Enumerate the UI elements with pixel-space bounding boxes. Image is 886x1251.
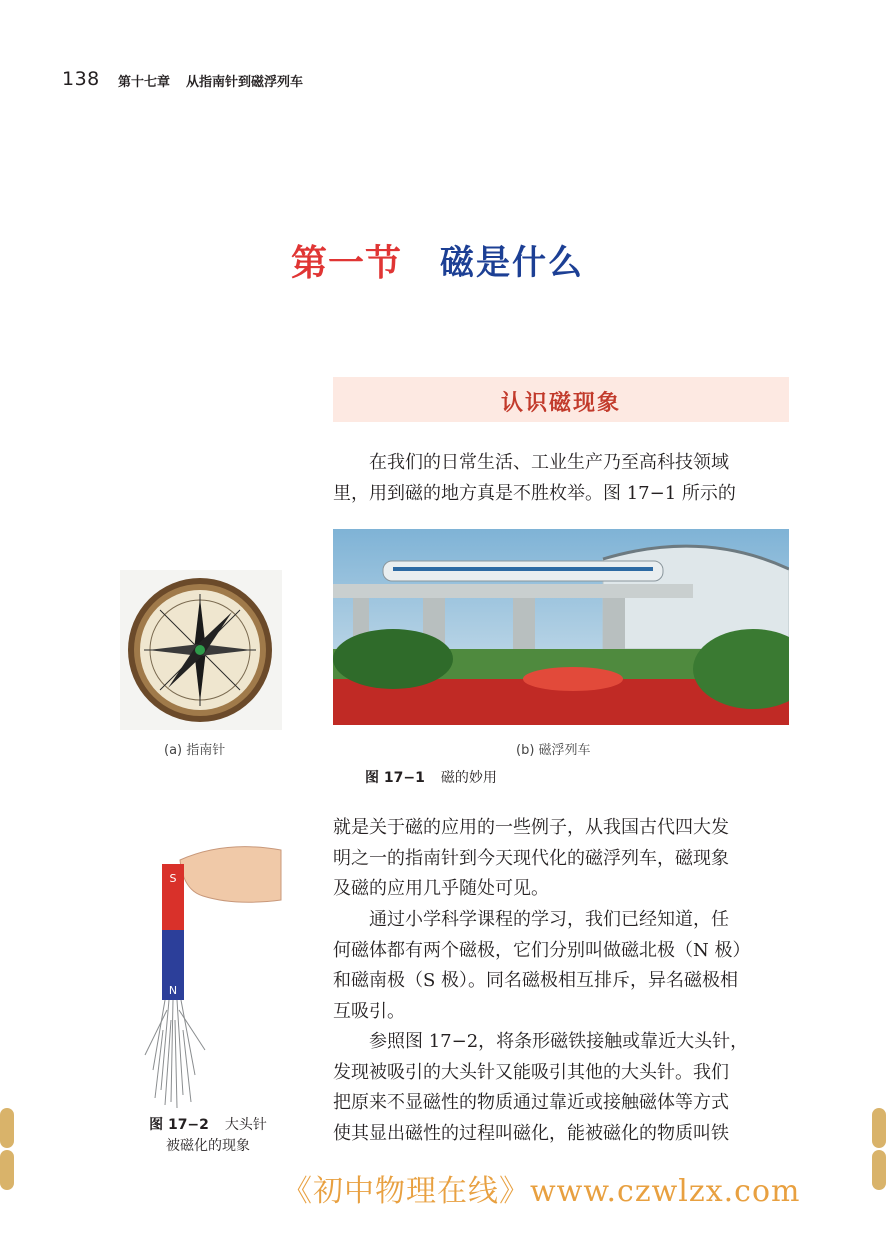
paragraph-line: 就是关于磁的应用的一些例子，从我国古代四大发 bbox=[333, 817, 729, 838]
figure-2-label: 图 17−2 bbox=[149, 1117, 209, 1133]
compass-image bbox=[120, 570, 282, 730]
paragraph-magnetization bbox=[333, 1027, 789, 1149]
paragraph-line: 发现被吸引的大头针又能吸引其他的大头针。我们 bbox=[333, 1061, 729, 1083]
watermark: 《初中物理在线》www.czwlzx.com bbox=[282, 1174, 801, 1209]
edge-decoration bbox=[0, 1150, 14, 1190]
edge-decoration bbox=[872, 1150, 886, 1190]
paragraph-line: 里，用到磁的地方真是不胜枚举。图 17−1 所示的 bbox=[333, 482, 736, 504]
maglev-train-image bbox=[333, 529, 789, 725]
paragraph-intro bbox=[333, 448, 789, 509]
subsection-title: 认识磁现象 bbox=[500, 391, 621, 416]
edge-decoration bbox=[872, 1108, 886, 1148]
figure-2-title-line1: 大头针 bbox=[224, 1117, 267, 1133]
paragraph-line: 参照图 17−2，将条形磁铁接触或靠近大头针， bbox=[369, 1031, 749, 1052]
paragraph-line: 何磁体都有两个磁极，它们分别叫做磁北极（N 极） bbox=[333, 939, 751, 961]
paragraph-examples bbox=[333, 813, 789, 905]
chapter-label: 第十七章 bbox=[118, 75, 171, 90]
figure-1-label: 图 17−1 bbox=[365, 770, 425, 786]
paragraph-line: 在我们的日常生活、工业生产乃至高科技领域 bbox=[369, 452, 729, 473]
figure-caption-a: (a) 指南针 bbox=[164, 743, 226, 758]
paragraph-line: 及磁的应用几乎随处可见。 bbox=[333, 878, 549, 899]
section-number: 第一节 bbox=[291, 242, 403, 284]
magnet-s-label: S bbox=[169, 872, 177, 885]
paragraph-line: 明之一的指南针到今天现代化的磁浮列车，磁现象 bbox=[333, 847, 729, 869]
chapter-topic: 从指南针到磁浮列车 bbox=[186, 75, 304, 90]
figure-1-title: 磁的妙用 bbox=[440, 770, 497, 786]
figure-2-caption bbox=[133, 1115, 283, 1157]
paragraph-line: 使其显出磁性的过程叫磁化，能被磁化的物质叫铁 bbox=[333, 1122, 729, 1144]
figure-caption-b: (b) 磁浮列车 bbox=[516, 743, 591, 758]
figure-1-caption bbox=[365, 767, 497, 787]
figure-2-title-line2: 被磁化的现象 bbox=[166, 1138, 250, 1154]
paragraph-line: 和磁南极（S 极）。同名磁极相互排斥，异名磁极相 bbox=[333, 970, 739, 991]
edge-decoration bbox=[0, 1108, 14, 1148]
page-number: 138 bbox=[62, 68, 100, 90]
paragraph-line: 互吸引。 bbox=[333, 1000, 405, 1022]
section-title: 磁是什么 bbox=[440, 243, 584, 283]
paragraph-line: 通过小学科学课程的学习，我们已经知道，任 bbox=[369, 909, 729, 930]
magnet-n-label: N bbox=[168, 984, 178, 997]
magnet-pins-image bbox=[125, 840, 285, 1110]
paragraph-line: 把原来不显磁性的物质通过靠近或接触磁体等方式 bbox=[333, 1092, 729, 1113]
paragraph-poles bbox=[333, 905, 789, 1027]
